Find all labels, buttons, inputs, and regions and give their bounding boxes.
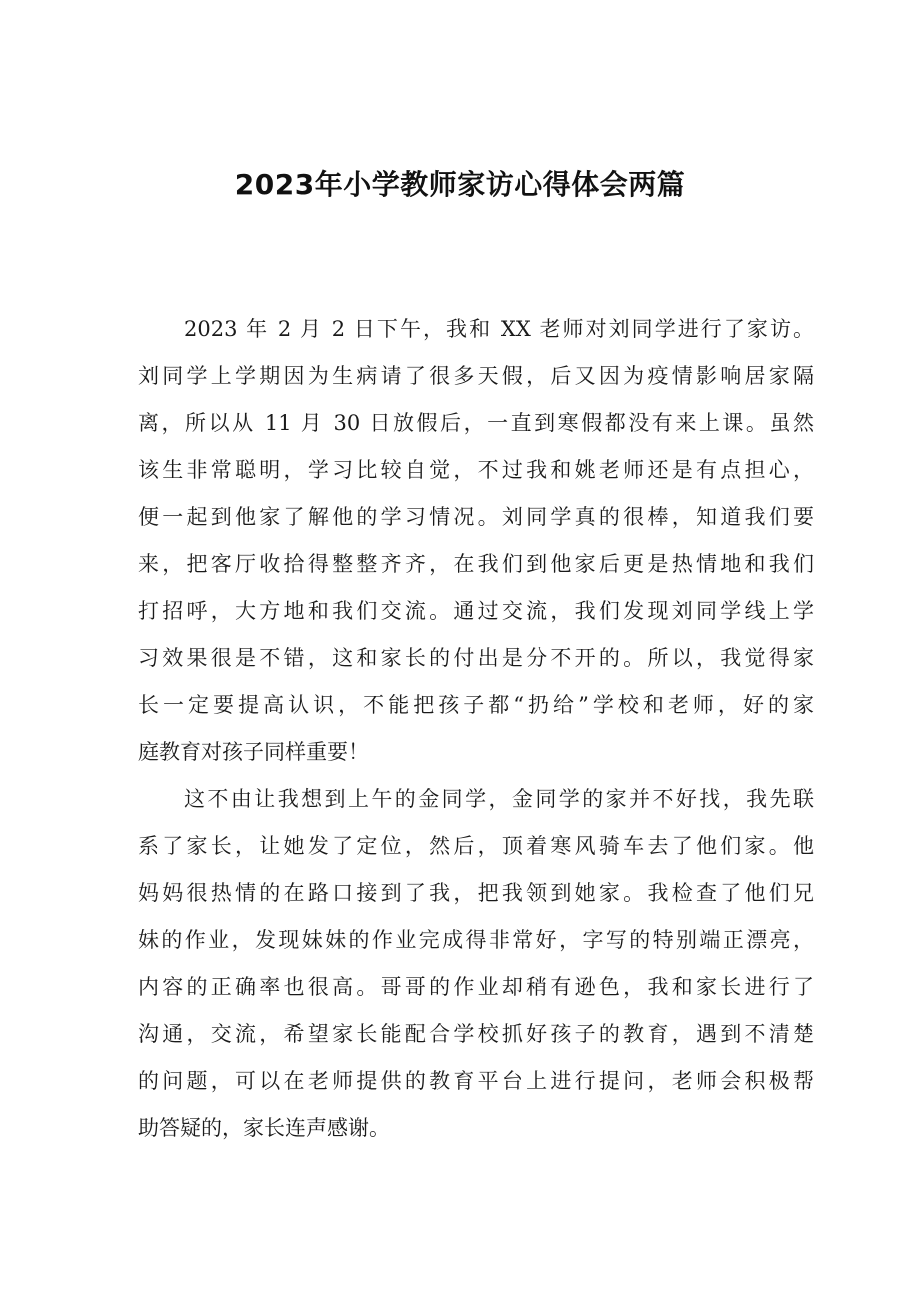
paragraph-line: 长一定要提高认识，不能把孩子都“扔给”学校和老师，好的家 (138, 693, 814, 717)
paragraph-line: 便一起到他家了解他的学习情况。刘同学真的很棒，知道我们要 (138, 505, 814, 529)
paragraph-line: 2023 年 2 月 2 日下午，我和 XX 老师对刘同学进行了家访。 (184, 317, 814, 341)
paragraph-2 (138, 780, 814, 1156)
paragraph-line: 系了家长，让她发了定位，然后，顶着寒风骑车去了他们家。他 (138, 834, 814, 858)
paragraph-line: 沟通，交流，希望家长能配合学校抓好孩子的教育，遇到不清楚 (138, 1022, 814, 1046)
paragraph-line: 这不由让我想到上午的金同学，金同学的家并不好找，我先联 (184, 787, 814, 811)
document-body (138, 310, 814, 1156)
paragraph-line: 助答疑的，家长连声感谢。 (138, 1116, 390, 1140)
paragraph-line: 来，把客厅收拾得整整齐齐，在我们到他家后更是热情地和我们 (138, 552, 814, 576)
paragraph-line: 的问题，可以在老师提供的教育平台上进行提问，老师会积极帮 (138, 1069, 814, 1093)
paragraph-line: 习效果很是不错，这和家长的付出是分不开的。所以，我觉得家 (138, 646, 814, 670)
paragraph-line: 妹的作业，发现妹妹的作业完成得非常好，字写的特别端正漂亮， (138, 928, 814, 952)
paragraph-line: 内容的正确率也很高。哥哥的作业却稍有逊色，我和家长进行了 (138, 975, 814, 999)
paragraph-line: 该生非常聪明，学习比较自觉，不过我和姚老师还是有点担心， (138, 458, 814, 482)
paragraph-line: 刘同学上学期因为生病请了很多天假，后又因为疫情影响居家隔 (138, 364, 814, 388)
document-title: 2023年小学教师家访心得体会两篇 (234, 168, 686, 201)
paragraph-line: 庭教育对孩子同样重要！ (138, 740, 369, 764)
paragraph-line: 妈妈很热情的在路口接到了我，把我领到她家。我检查了他们兄 (138, 881, 814, 905)
paragraph-line: 打招呼，大方地和我们交流。通过交流，我们发现刘同学线上学 (138, 599, 814, 623)
paragraph-line: 离，所以从 11 月 30 日放假后，一直到寒假都没有来上课。虽然 (138, 411, 814, 435)
paragraph-1 (138, 310, 814, 780)
